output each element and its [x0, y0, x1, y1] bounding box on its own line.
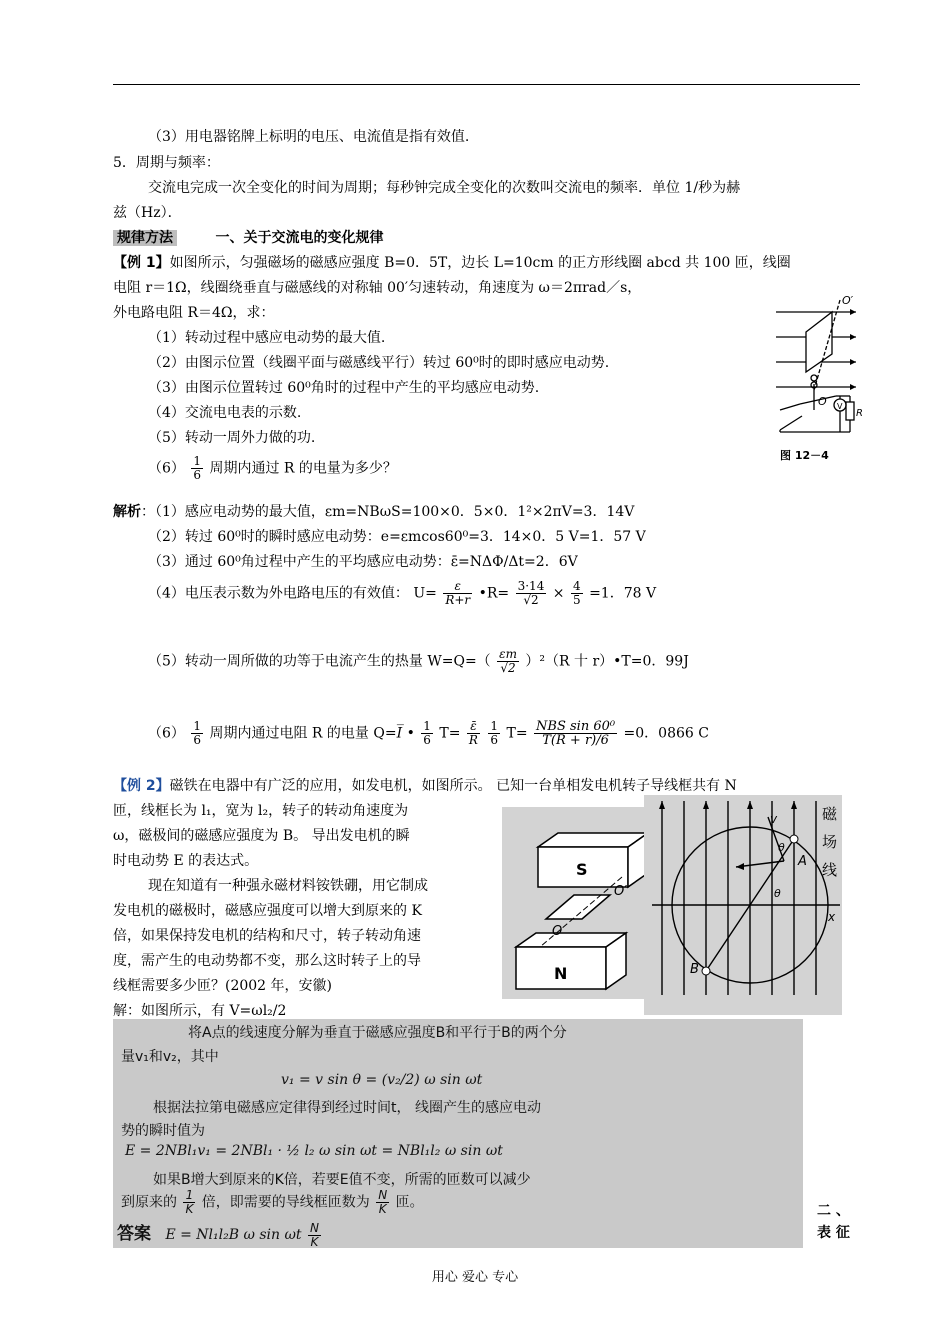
- fraction-eps-over-rr: $\frac{\varepsilon}{R+r}$: [445, 579, 471, 607]
- scan-line-8: 到原来的 $\frac{1}{K}$ 倍，即需要的导线框匝数为 $\frac{N}{K}$ 匝。: [121, 1188, 424, 1216]
- example2-line-b: 匝，线框长为 l₁，宽为 l₂，转子的转动角速度为: [113, 803, 409, 819]
- example2-line-c: ω，磁极间的磁感应强度为 B。 导出发电机的瞬: [113, 828, 410, 844]
- fraction-4-5: $\frac{4}{5}$: [572, 579, 581, 607]
- fraction-314-sqrt2: $\frac{3\cdot 14}{√2}$: [517, 579, 545, 607]
- example2-line-g: 倍，如果保持发电机的结构和尺寸，转子转动角速: [113, 928, 421, 944]
- example2-line-a: 【例 2】磁铁在电器中有广泛的应用，如发电机，如图所示。 已知一台单相发电机转子导线框共有 N: [113, 778, 737, 794]
- example1-line-c: 外电路电阻 R＝4Ω，求：: [113, 305, 275, 321]
- svg-text:磁: 磁: [822, 805, 838, 823]
- svg-text:A: A: [798, 854, 807, 869]
- figure-magnet: [502, 807, 654, 999]
- example1-tag: 【例 1】: [113, 255, 170, 271]
- svg-text:线: 线: [822, 861, 838, 879]
- svg-text:O: O: [552, 924, 563, 939]
- question-5: （5）转动一周外力做的功.: [148, 430, 316, 446]
- solution-line-3: （3）通过 60⁰角过程中产生的平均感应电动势：ε̄=NΔΦ/Δt=2．6V: [148, 554, 578, 570]
- figure-12-4: [770, 292, 862, 467]
- question-2: （2）由图示位置（线圈平面与磁感线平行）转过 60⁰时的即时感应电动势.: [148, 355, 610, 371]
- fraction-epsm-sqrt2: $\frac{\varepsilon m}{√2}$: [499, 647, 517, 675]
- svg-text:O′: O′: [614, 884, 628, 899]
- example2-tag: 【例 2】: [113, 778, 170, 794]
- q6-prefix: （6）: [148, 460, 185, 477]
- side-heading-b: 表 征: [817, 1225, 850, 1241]
- method-heading: [113, 227, 383, 247]
- fig1-o-bottom: O: [818, 395, 827, 408]
- example2-line-e: 现在知道有一种强永磁材料铵铁硼，用它制成: [148, 878, 428, 894]
- example2-solution: 解：如图所示，有 V=ωl₂/2: [113, 1003, 287, 1019]
- magnet-n: N: [554, 964, 568, 983]
- svg-text:θ: θ: [778, 841, 785, 854]
- example2-line-d: 时电动势 E 的表达式。: [113, 853, 259, 869]
- example2-line-f: 发电机的磁极时，磁感应强度可以增大到原来的 K: [113, 903, 422, 919]
- heading-5: 5．周期与频率：: [113, 155, 220, 171]
- page-footer: 用心 爱心 专心: [431, 1270, 519, 1285]
- header-rule: [113, 84, 860, 85]
- fraction-one-sixth: $\frac{1}{6}$: [193, 454, 202, 482]
- side-heading-a: 二 、: [817, 1203, 850, 1219]
- example1-line-a: [113, 252, 791, 272]
- solution-text-1: ：（1）感应电动势的最大值，εm=NBωS=100×0．5×0．1²×2πV=3．14V: [141, 504, 635, 520]
- example2-line-h: 度，需产生的电动势都不变，那么这时转子上的导: [113, 953, 421, 969]
- solution-line-1: [113, 501, 634, 521]
- fig1-resistor: R: [856, 408, 863, 419]
- fig1-o-top: O′: [842, 294, 854, 307]
- svg-text:场: 场: [822, 833, 838, 851]
- svg-text:B: B: [690, 962, 699, 977]
- solution-line-5: （5）转动一周所做的功等于电流产生的热量 W=Q=（ $\frac{\varepsilon m}{√2}$ ）²（R 十 r）•T=0．99J: [148, 647, 689, 675]
- example1-line-b: 电阻 r＝1Ω，线圈绕垂直与磁感线的对称轴 00′匀速转动，角速度为 ω＝2πrad／s，: [113, 280, 642, 296]
- magnet-s: S: [576, 860, 588, 879]
- method-title: 一、关于交流电的变化规律: [215, 230, 384, 246]
- solution-line-4: （4）电压表示数为外电路电压的有效值： U= $\frac{\varepsilon}{R+r}$ •R= $\frac{3\cdot 14}{√2}$ × $\frac{4}{5}$ =1．78 V: [148, 579, 657, 607]
- scanned-solution: 将A点的线速度分解为垂直于磁感应强度B和平行于B的两个分 量v₁和v₂，其中 v₁ = v sin θ = (v₂/2) ω sin ωt 根据法拉第电磁感应定律得到经过时间t， 线圈产生的感应电动 势的瞬时值为 E = 2NBl₁v₁ = 2NBl₁ · ½ l₂ ω sin ωt = NBl₁l₂ ω sin ωt 如果B增大到原来的K倍，若要E值不变，所需的匝数可以减少 到原来的 $\frac{1}{K}$ 倍，即需要的导线框匝数为 $\frac{N}{K}$ 匝。 答案 E = Nl₁l₂B ω sin ωt $\frac{N}{K}$: [113, 1019, 803, 1248]
- line-p5b: 兹（Hz）．: [113, 205, 182, 221]
- svg-text:x: x: [828, 910, 836, 924]
- example2-line-i: 线框需要多少匝？(2002 年，安徽): [113, 978, 333, 994]
- svg-text:θ: θ: [774, 887, 781, 900]
- question-4: （4）交流电电表的示数.: [148, 405, 302, 421]
- question-3: （3）由图示位置转过 60⁰角时的过程中产生的平均感应电动势.: [148, 380, 540, 396]
- figure-field: [644, 795, 842, 1015]
- q6-text: 周期内通过 R 的电量为多少？: [209, 460, 397, 477]
- fig1-caption: 图 12－4: [780, 449, 829, 462]
- svg-text:v: v: [770, 812, 778, 826]
- example1-text-a: 如图所示，匀强磁场的磁感应强度 B=0．5T，边长 L=10cm 的正方形线圈 abcd 共 100 匝，线圈: [169, 255, 791, 271]
- question-1: （1）转动过程中感应电动势的最大值.: [148, 330, 386, 346]
- question-6: [148, 455, 397, 482]
- line-p5a: 交流电完成一次全变化的时间为周期；每秒钟完成全变化的次数叫交流电的频率．单位 1/秒为赫: [148, 180, 741, 196]
- solution-line-2: （2）转过 60⁰时的瞬时感应电动势：e=εmcos60⁰=3．14×0．5 V=1．57 V: [148, 529, 646, 545]
- method-tag: 规律方法: [113, 230, 177, 246]
- line-p3: （3）用电器铭牌上标明的电压、电流值是指有效值.: [148, 129, 470, 145]
- fig1-meter: V: [837, 402, 843, 411]
- solution-tag: 解析: [113, 504, 141, 520]
- solution-line-6: （6） $\frac{1}{6}$ 周期内通过电阻 R 的电量 Q=I̅ • $\frac{1}{6}$ T= $\frac{\varepsilon̄}{R}$ $\frac{1}{6}$ T= $\frac{\text{NBS sin 60⁰}}{T(R + r)/6}$ =0．0866 C: [148, 719, 709, 748]
- answer-line: 答案 E = Nl₁l₂B ω sin ωt $\frac{N}{K}$: [117, 1220, 319, 1249]
